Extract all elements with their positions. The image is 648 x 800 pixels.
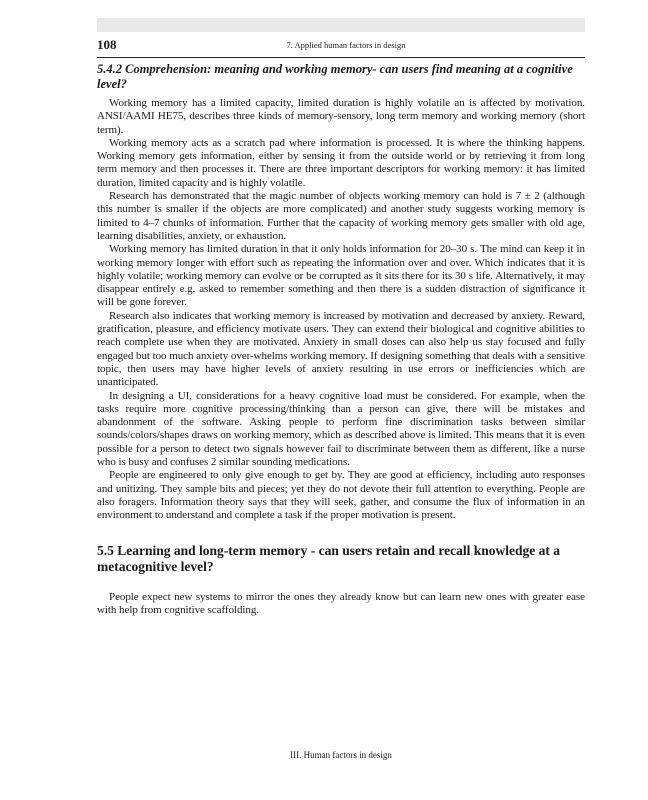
- paragraph: Working memory has a limited capacity, limited duration is highly volatile an is affected by motivation. ANSI/AAMI HE75, describes three kinds of memory-sensory, long term memory and working memory (short term).: [97, 97, 585, 136]
- paragraph: Working memory acts as a scratch pad where information is processed. It is where the thinking happens. Working memory gets information, either by sensing it from the outside world or by retrieving it from long term memory and then processes it. There are three important descriptors for working memory: it has limited duration, limited capacity and is highly volatile.: [97, 136, 585, 189]
- subsection-title: 5.4.2 Comprehension: meaning and working memory- can users find meaning at a cognitive level?: [97, 62, 573, 91]
- paragraph: Research has demonstrated that the magic number of objects working memory can hold is 7 ± 2 (although this number is smaller if the objects are more complicated) and another study suggests working memory is limited to 4–7 chunks of information. Further that the capacity of working memory gets smaller with old age, learning disabilities, anxiety, or exhaustion.: [97, 190, 585, 242]
- page-body: [97, 62, 585, 617]
- section-title: 5.5 Learning and long-term memory - can users retain and recall knowledge at a metacognitive level?: [97, 542, 560, 574]
- running-head: 7. Applied human factors in design: [286, 40, 406, 50]
- page-number: 108: [97, 37, 117, 52]
- section-paragraph: People expect new systems to mirror the ones they already know but can learn new ones with greater ease with help from cognitive scaffolding.: [97, 590, 585, 616]
- paragraph: People are engineered to only give enough to get by. They are good at efficiency, including auto responses and unitizing. They sample bits and pieces; yet they do not devote their full attention to everything. People are also foragers. Information theory says that they will seek, gather, and consume the flux of information in an environment to understand and complete a task if the proper motivation is present.: [97, 469, 585, 522]
- paragraph: In designing a UI, considerations for a heavy cognitive load must be considered. For example, when the tasks require more cognitive processing/thinking than a person can give, there will be mistakes and abandonment of the software. Asking people to perform fine discrimination tasks between similar sounds/colors/shapes draws on working memory, which as described above is limited. This means that it is even possible for a person to detect two signals however fail to discriminate between them as different, like a nurse who is busy and confuses 2 similar sounding medications.: [97, 389, 585, 469]
- page-header: [97, 36, 585, 56]
- paragraph: Research also indicates that working memory is increased by motivation and decreased by anxiety. Reward, gratification, pleasure, and efficiency motivate users. They can extend their biological and cognitive abilities to reach complete use when they are motivated. Anxiety in small doses can also help us stay focused and fully engaged but too much anxiety over-whelms working memory. If designing something that deals with a sensitive topic, then users may have higher levels of anxiety resulting in use errors or inefficiencies which are unanticipated.: [97, 309, 586, 389]
- page-footer: III. Human factors in design: [290, 750, 392, 760]
- top-margin-bar: [97, 18, 585, 32]
- paragraph: Working memory has limited duration in that it only holds information for 20–30 s. The mind can keep it in working memory longer with effort such as repeating the information over and over. Which indicates that it is highly volatile; working memory can evolve or be corrupted as it sits there for its 30 s life. Alternatively, it may disappear entirely e.g. asked to remember something and then there is a sudden distraction of significance it will be gone forever.: [97, 243, 585, 309]
- header-rule: [97, 57, 585, 58]
